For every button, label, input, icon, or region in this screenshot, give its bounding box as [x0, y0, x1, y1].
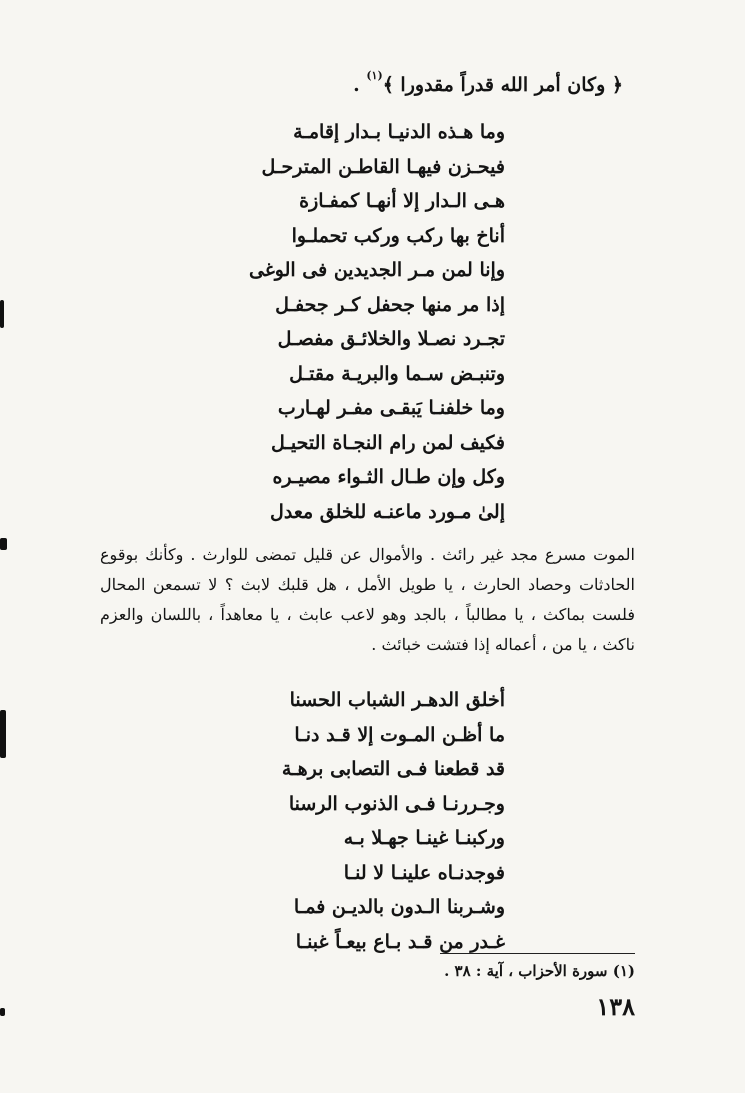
- footnote-divider: [440, 953, 635, 954]
- poem-line: وما هـذه الدنيـا بـدار إقامـة: [293, 121, 505, 143]
- poem-line: إلىٰ مـورد ماعنـه للخلق معدل: [270, 500, 505, 523]
- poem-line: فيحـزن فيهـا القاطـن المترحـل: [261, 155, 505, 178]
- poem-line: قد قطعنا فـى التصابى برهـة: [281, 758, 505, 780]
- scan-edge-mark: [0, 1008, 5, 1016]
- scan-edge-mark: [0, 710, 6, 758]
- poem-line: ما أظـن المـوت إلا قـد دنـا: [294, 723, 505, 746]
- poem-line: وتنبـض سـما والبريـة مقتـل: [289, 362, 505, 385]
- poem-second: [235, 683, 505, 959]
- poem-line: وجـررنـا فـى الذنوب الرسنا: [288, 792, 505, 815]
- poem-line: وكل وإن طـال الثـواء مصيـره: [272, 466, 505, 488]
- scan-edge-mark: [0, 300, 4, 328]
- prose-paragraph: الموت مسرع مجد غير رائث . والأموال عن قليل تمضى للوارث . وكأنك بوقوع الحادثات وحصاد الحارث ، يا طويل الأمل ، هل قلبك لابث ؟ لا تسمعن المحال فلست بماكث ، يا مطالباً ، بالجد وهو لاعب عابث ، يا معاهداً ، باللسان والعزم ناكث ، يا من ، أعماله إذا فتشت خبائث .: [100, 545, 635, 654]
- poem-line: تجـرد نصـلا والخلائـق مفصـل: [277, 328, 505, 350]
- poem-line: هـى الـدار إلا أنهـا كمفـازة: [299, 190, 505, 212]
- page-number: ١٣٨: [596, 992, 635, 1021]
- scan-edge-mark: [0, 538, 7, 550]
- footnote-reference: (١): [366, 69, 383, 82]
- poem-line: وإنا لمن مـر الجديدين فى الوغى: [249, 259, 505, 281]
- poem-line: وركبنـا غينـا جهـلا بـه: [343, 827, 505, 849]
- poem-line: فكيف لمن رام النجـاة التحيـل: [270, 431, 505, 454]
- poem-line: أخلق الدهـر الشباب الحسنا: [289, 689, 505, 711]
- poem-line: إذا مر منها جحفل كـر جحفـل: [275, 293, 505, 316]
- quranic-verse-line: [303, 70, 623, 100]
- poem-line: وما خلفنـا يَبقـى مفـر لهـارب: [277, 397, 505, 419]
- poem-line: غـدر من قـد بـاع بيعـاً غبنـا: [295, 930, 505, 953]
- poem-line: فوجدنـاه علينـا لا لنـا: [343, 861, 505, 884]
- poem-first: [235, 115, 505, 529]
- poem-line: أناخ بها ركب وركب تحملـوا: [291, 224, 505, 247]
- poem-line: وشـربنا الـدون بالديـن فمـا: [293, 896, 505, 918]
- quranic-verse-text: ﴿ وكان أمر الله قدراً مقدورا ﴾: [382, 74, 623, 96]
- verse-line-tail: .: [353, 74, 367, 96]
- footnote: (١) سورة الأحزاب ، آية : ٣٨ .: [444, 962, 635, 980]
